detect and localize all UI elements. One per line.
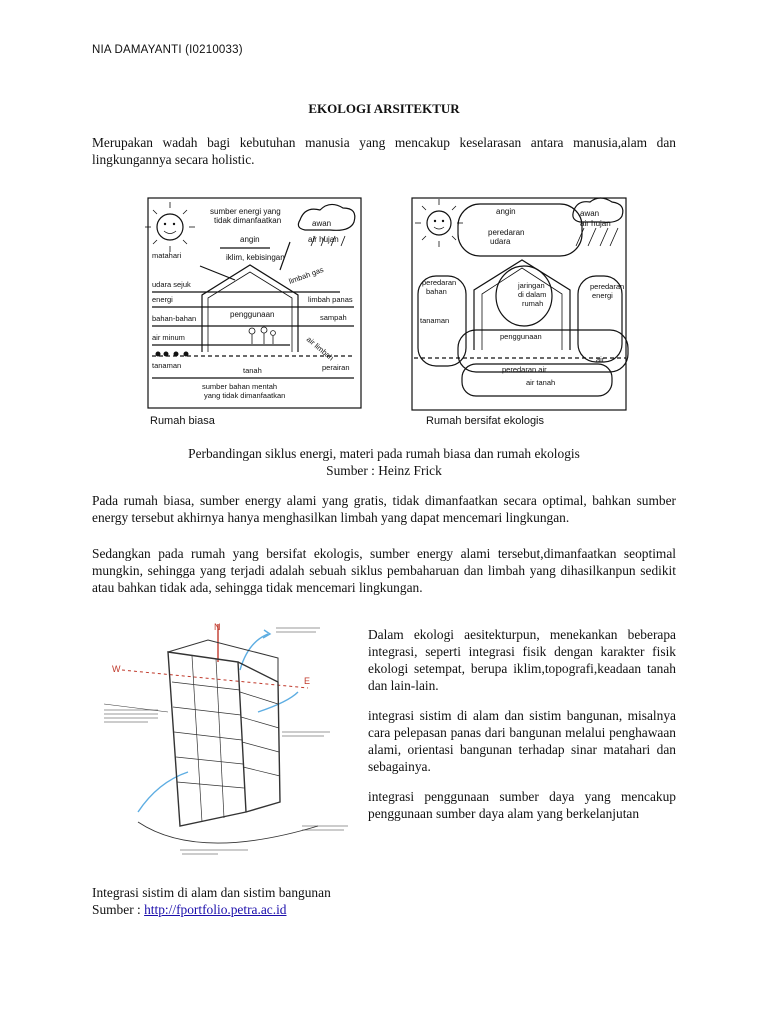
label-peredaran-energi-2: energi (592, 291, 613, 300)
diagram-rumah-biasa (140, 180, 365, 430)
label-penggunaan: penggunaan (500, 332, 542, 341)
label-peredaran-bahan-2: bahan (426, 287, 447, 296)
side-paragraph-2: integrasi sistim di alam dan sistim bangunan, misalnya cara pelepasan panas dari bangunan melalui penghawaan alami, orientasi bangunan terhadap sinar matahari dan sebagainya. (368, 708, 676, 774)
source-label: Sumber : (92, 902, 145, 917)
author-header: NIA DAMAYANTI (I0210033) (92, 44, 243, 56)
label-iklim: iklim, kebisingan (226, 253, 285, 262)
label-peredaran-energi-1: peredaran (590, 282, 625, 291)
building-sketch (98, 612, 360, 862)
label-energi: energi (152, 295, 173, 304)
compass-n-label: N (214, 622, 221, 632)
caption-rumah-biasa: Rumah biasa (150, 415, 215, 427)
body-paragraph-2: Sedangkan pada rumah yang bersifat ekologis, sumber energy alami tersebut,dimanfaatkan seoptimal mungkin, sehingga yang terjadi adalah sebuah siklus pembaharuan dan limbah yang dihasilkanpun sedikit atau bahkan tidak ada, sehingga tidak mencemari lingkungan. (92, 546, 676, 595)
label-tanah: tanah (243, 366, 262, 375)
label-udara: udara (490, 237, 511, 246)
label-perairan: perairan (322, 363, 350, 372)
label-awan: awan (580, 209, 600, 218)
caption-rumah-ekologis: Rumah bersifat ekologis (426, 415, 545, 427)
label-air-hujan: air hujan (308, 235, 339, 244)
label-tanaman: tanaman (152, 361, 182, 370)
body-paragraph-1: Pada rumah biasa, sumber energy alami yang gratis, tidak dimanfaatkan secara optimal, bahkan sumber energy tersebut akhirnya hanya menghasilkan limbah yang dapat mencemari lingkungan. (92, 493, 676, 525)
label-limbah-panas: limbah panas (308, 295, 353, 304)
label-jaringan-2: di dalam (518, 290, 547, 299)
building-icon (138, 640, 318, 843)
label-tanaman: tanaman (420, 316, 450, 325)
label-air-limbah: air limbah (304, 334, 336, 363)
intro-paragraph: Merupakan wadah bagi kebutuhan manusia yang mencakup keselarasan antara manusia,alam dan lingkungannya secara holistic. (92, 135, 676, 167)
label-sampah: sampah (320, 313, 347, 322)
label-bahan: bahan-bahan (152, 314, 197, 323)
house-outline (202, 265, 298, 352)
label-jaringan-1: jaringan (518, 281, 545, 290)
label-peredaran: peredaran (488, 228, 525, 237)
label-awan: awan (312, 219, 332, 228)
page-title: EKOLOGI ARSITEKTUR (308, 101, 460, 116)
figure1-caption-text: Perbandingan siklus energi, materi pada rumah biasa dan rumah ekologis (188, 446, 580, 461)
side-paragraph-1: Dalam ekologi aesitekturpun, menekankan beberapa integrasi, seperti integrasi fisik dengan karakter fisik ekologi setempat, berupa iklim,topografi,keadaan tanah dan lain-lain. (368, 627, 676, 693)
sun-icon (145, 202, 195, 252)
compass-w-label: W (112, 664, 121, 674)
label-air-hujan: air hujan (580, 219, 611, 228)
compass-e-label: E (304, 676, 311, 686)
label-angin: angin (240, 235, 260, 244)
label-sumber-bahan: sumber bahan mentah (202, 382, 278, 391)
label-jaringan-3: rumah (522, 299, 544, 308)
label-tidak-dimanfaatkan-2: yang tidak dimanfaatkan (204, 391, 286, 400)
source-link[interactable]: http://fportfolio.petra.ac.id (144, 902, 287, 917)
label-peredaran-air: peredaran air (502, 365, 547, 374)
label-penggunaan: penggunaan (230, 310, 275, 319)
label-air-minum: air minum (152, 333, 185, 342)
sun-icon (415, 199, 463, 247)
label-air: air (596, 355, 605, 364)
label-tidak-dimanfaatkan: tidak dimanfaatkan (214, 216, 282, 225)
label-udara-sejuk: udara sejuk (152, 280, 191, 289)
label-sumber-energi: sumber energi yang (210, 207, 281, 216)
label-angin: angin (496, 207, 516, 216)
label-air-tanah: air tanah (526, 378, 556, 387)
label-peredaran-bahan-1: peredaran (422, 278, 457, 287)
figure2-caption (92, 884, 331, 918)
label-matahari: matahari (152, 251, 182, 260)
label-limbah-gas: limbah gas (287, 265, 325, 286)
people-icon (249, 327, 275, 344)
figure2-caption-text: Integrasi sistim di alam dan sistim bangunan (92, 885, 331, 900)
figure1-caption (92, 445, 676, 479)
figure1-source: Sumber : Heinz Frick (326, 463, 442, 478)
side-text (368, 626, 676, 835)
diagram-rumah-ekologis (404, 180, 636, 430)
side-paragraph-3: integrasi penggunaan sumber daya yang mencakup penggunaan sumber daya alam yang berkelanjutan (368, 789, 676, 821)
figure2-source (92, 901, 331, 918)
